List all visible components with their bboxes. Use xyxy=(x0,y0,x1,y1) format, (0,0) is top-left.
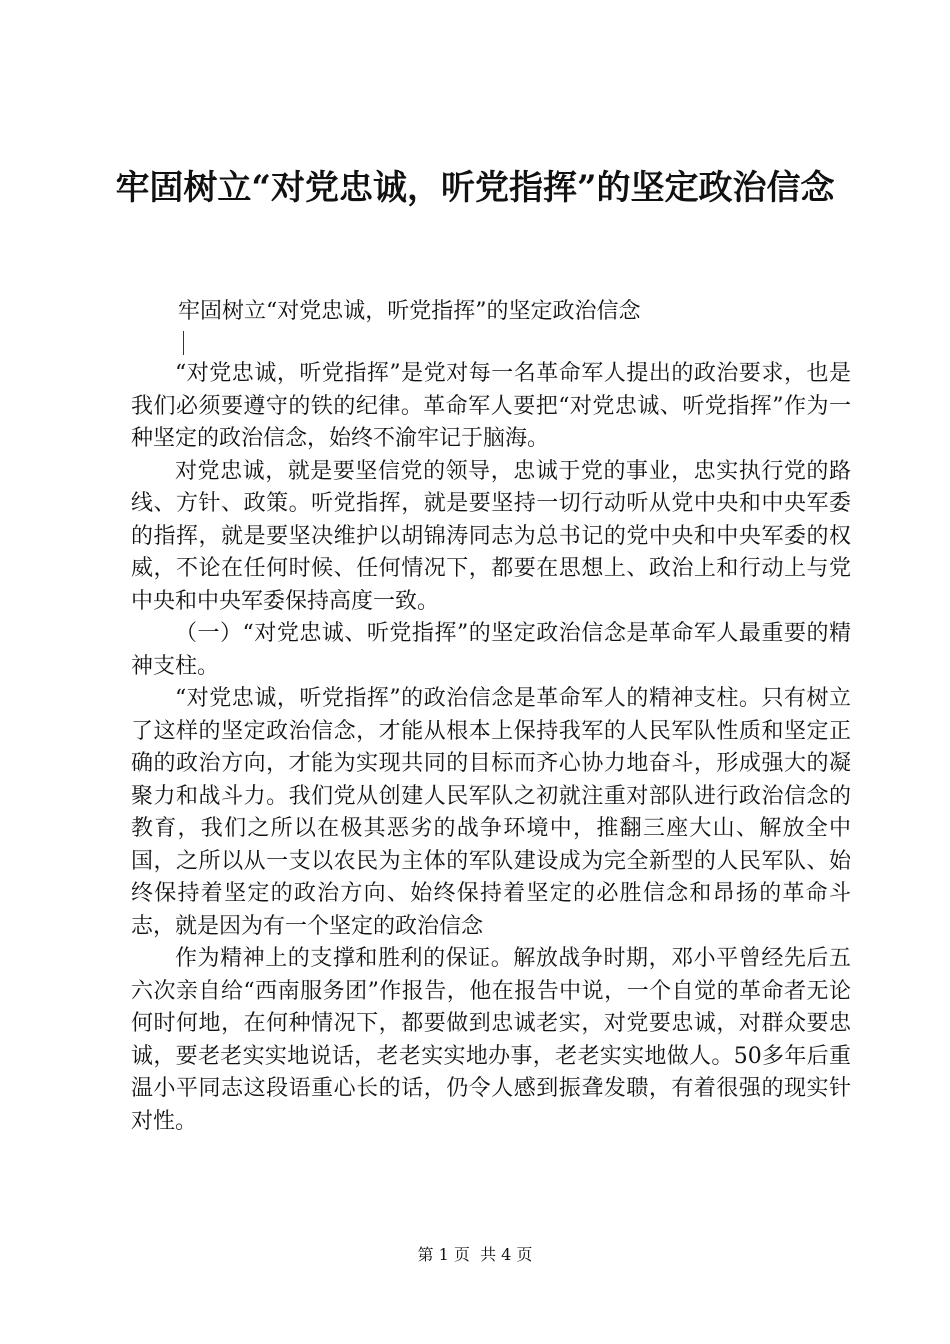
document-body xyxy=(131,358,851,1138)
page-number-footer: 第 1 页 共 4 页 xyxy=(417,1245,533,1264)
body-paragraph: 对党忠诚，就是要坚信党的领导，忠诚于党的事业，忠实执行党的路线、方针、政策。听党指挥，就是要坚持一切行动听从党中央和中央军委的指挥，就是要坚决维护以胡锦涛同志为总书记的党中央和中央军委的权威，不论在任何时候、任何情况下，都要在思想上、政治上和行动上与党中央和中央军委保持高度一致。 xyxy=(131,458,851,614)
body-paragraph: “对党忠诚，听党指挥”的政治信念是革命军人的精神支柱。只有树立了这样的坚定政治信念，才能从根本上保持我军的人民军队性质和坚定正确的政治方向，才能为实现共同的目标而齐心协力地奋斗，形成强大的凝聚力和战斗力。我们党从创建人民军队之初就注重对部队进行政治信念的教育，我们之所以在极其恶劣的战争环境中，推翻三座大山、解放全中国，之所以从一支以农民为主体的军队建设成为完全新型的人民军队、始终保持着坚定的政治方向、始终保持着坚定的必胜信念和昂扬的革命斗志，就是因为有一个坚定的政治信念 xyxy=(131,686,851,939)
body-paragraph: “对党忠诚，听党指挥”是党对每一名革命军人提出的政治要求，也是我们必须要遵守的铁的纪律。革命军人要把“对党忠诚、听党指挥”作为一种坚定的政治信念，始终不渝牢记于脑海。 xyxy=(131,361,851,451)
document-subtitle: 牢固树立“对党忠诚，听党指挥”的坚定政治信念 xyxy=(178,299,641,324)
body-paragraph: （一）“对党忠诚、听党指挥”的坚定政治信念是革命军人最重要的精神支柱。 xyxy=(131,621,851,679)
document-title: 牢固树立“对党忠诚，听党指挥”的坚定政治信念 xyxy=(115,168,835,208)
text-cursor-mark xyxy=(183,331,184,355)
body-paragraph: 作为精神上的支撑和胜利的保证。解放战争时期，邓小平曾经先后五六次亲自给“西南服务团”作报告，他在报告中说，一个自觉的革命者无论何时何地，在何种情况下，都要做到忠诚老实，对党要忠诚，对群众要忠诚，要老老实实地说话，老老实实地办事，老老实实地做人。50多年后重温小平同志这段语重心长的话，仍令人感到振聋发聩，有着很强的现实针对性。 xyxy=(131,946,851,1134)
